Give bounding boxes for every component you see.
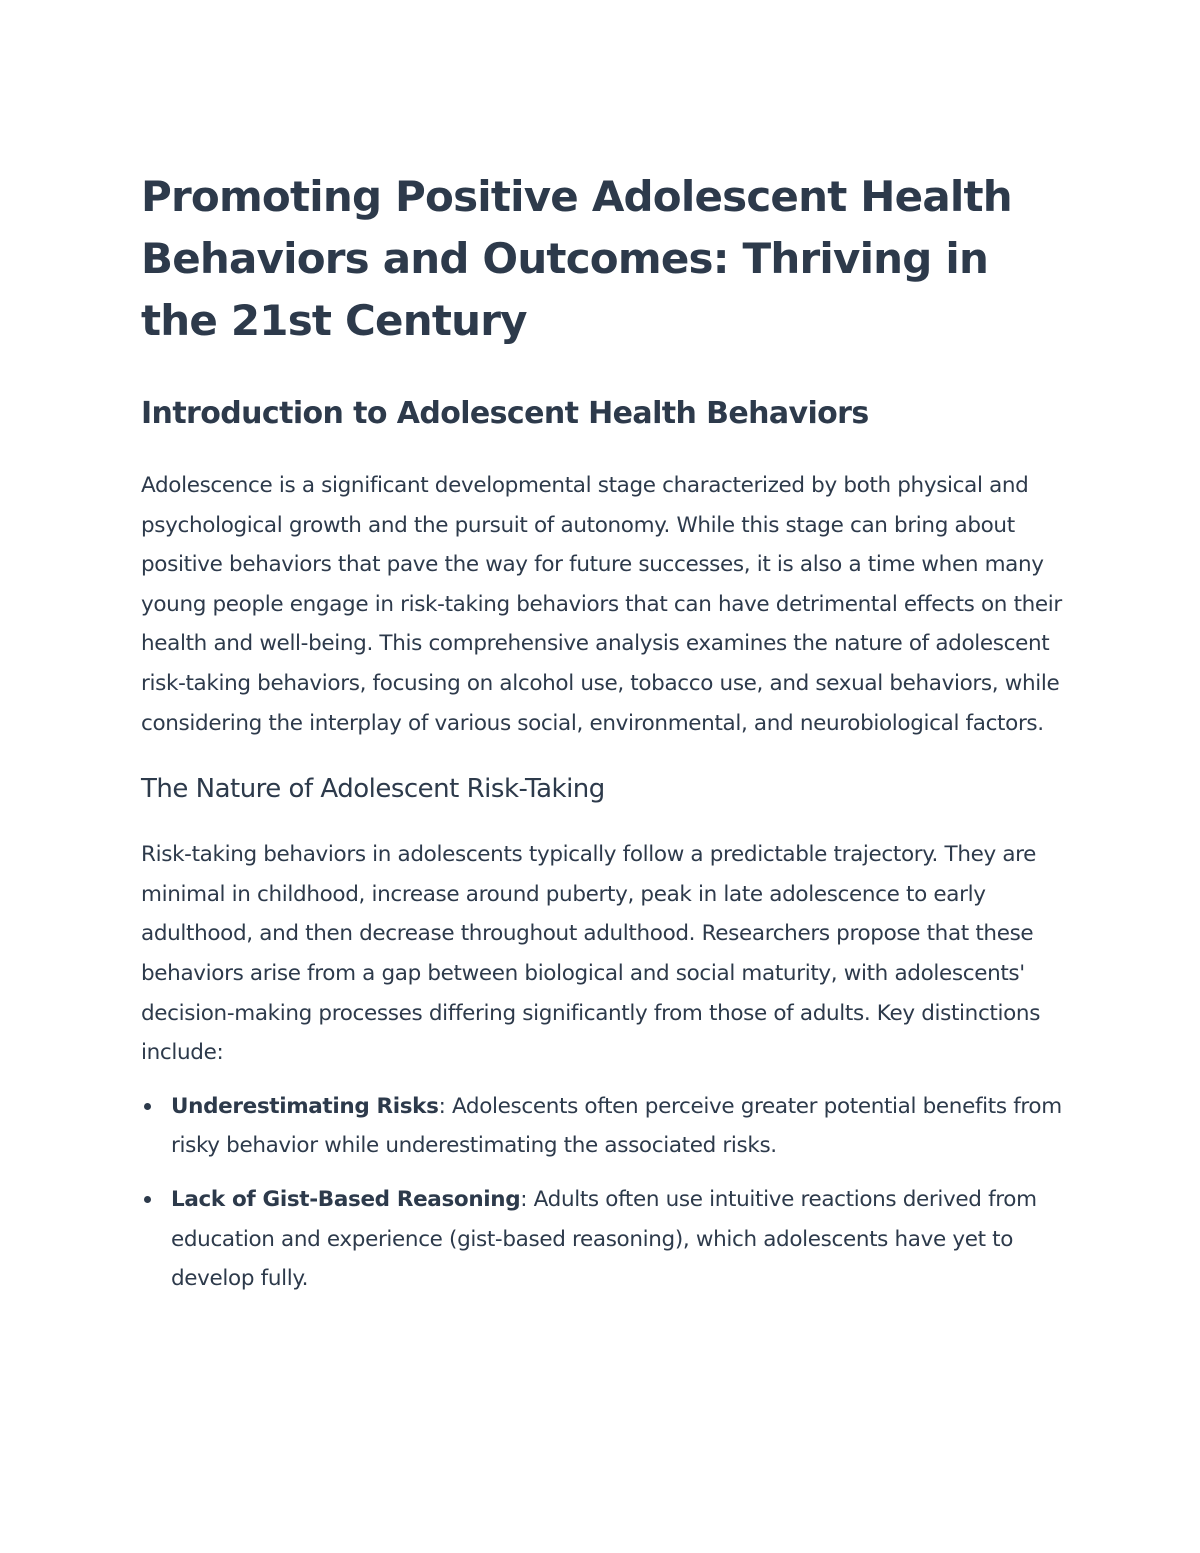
key-distinctions-list [141, 1087, 1071, 1299]
bullet-term: Lack of Gist-Based Reasoning [171, 1186, 521, 1212]
bullet-text: : Adolescents often perceive greater potential benefits from risky behavior while underestimating the associated risks. [171, 1093, 1062, 1159]
bullet-text: : Adults often use intuitive reactions derived from education and experience (gist-based reasoning), which adolescents have yet to develop fully. [171, 1186, 1037, 1292]
subsection-heading-risk-taking: The Nature of Adolescent Risk-Taking [141, 774, 605, 805]
list-item [141, 1180, 1071, 1299]
list-item [141, 1087, 1071, 1166]
section-heading-introduction: Introduction to Adolescent Health Behaviors [141, 396, 869, 431]
bullet-icon [144, 1103, 151, 1110]
bullet-term: Underestimating Risks [171, 1093, 439, 1119]
document-title: Promoting Positive Adolescent Health Behaviors and Outcomes: Thriving in the 21st Century [141, 172, 1012, 345]
bullet-icon [144, 1196, 151, 1203]
document-page [141, 166, 1071, 1313]
introduction-paragraph: Adolescence is a significant developmental stage characterized by both physical and psychological growth and the pursuit of autonomy. While this stage can bring about positive behaviors that pave the way for future successes, it is also a time when many young people engage in risk-taking behaviors that can have detrimental effects on their health and well-being. This comprehensive analysis examines the nature of adolescent risk-taking behaviors, focusing on alcohol use, tobacco use, and sexual behaviors, while considering the interplay of various social, environmental, and neurobiological factors. [141, 473, 1062, 736]
risk-taking-paragraph: Risk-taking behaviors in adolescents typically follow a predictable trajectory. They are minimal in childhood, increase around puberty, peak in late adolescence to early adulthood, and then decrease throughout adulthood. Researchers propose that these behaviors arise from a gap between biological and social maturity, with adolescents' decision-making processes differing significantly from those of adults. Key distinctions include: [141, 842, 1041, 1066]
